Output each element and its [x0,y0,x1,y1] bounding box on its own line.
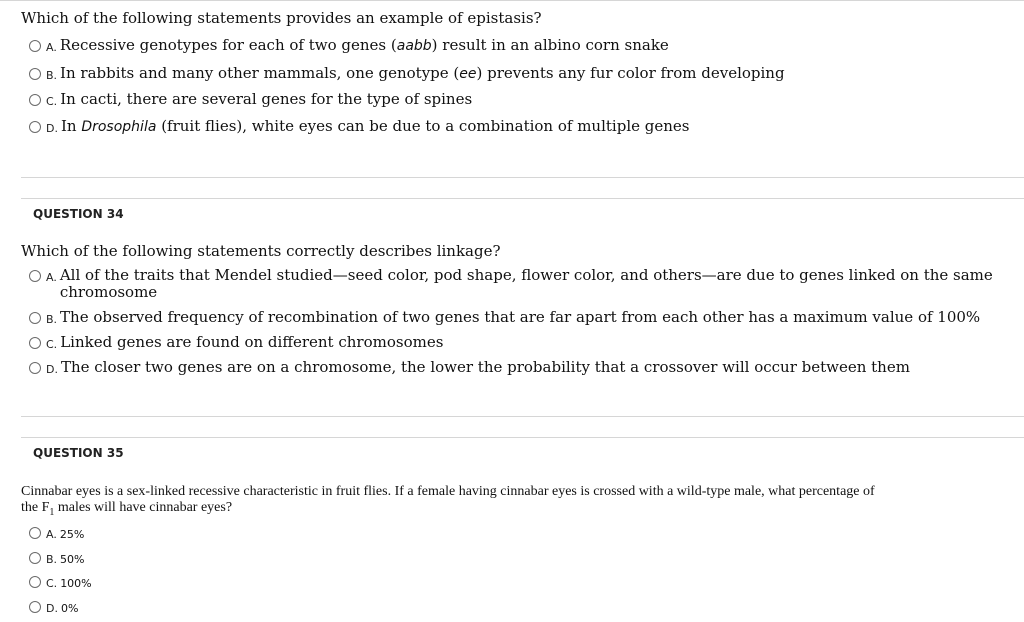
q34-option-d[interactable]: D. The closer two genes are on a chromosome, the lower the probability that a crossover will occur between them [29,359,910,378]
top-divider [0,0,1024,1]
radio-button[interactable] [29,40,41,52]
question-33-prompt: Which of the following statements provides an example of epistasis? [21,9,542,27]
radio-button[interactable] [29,362,41,374]
q34-option-a[interactable]: A. All of the traits that Mendel studied—seed color, pod shape, flower color, and others—are due to genes linked on the same chromosome [29,267,993,301]
q33-option-d[interactable]: D. In Drosophila (fruit flies), white eyes can be due to a combination of multiple genes [29,118,689,137]
q33-option-b[interactable]: B. In rabbits and many other mammals, one genotype (ee) prevents any fur color from developing [29,65,785,84]
radio-button[interactable] [29,312,41,324]
question-35-prompt: Cinnabar eyes is a sex-linked recessive characteristic in fruit flies. If a female having cinnabar eyes is crossed with a wild-type male, what percentage of the $F_1$ males will have cinnabar eyes? [21,484,875,518]
radio-button[interactable] [29,270,41,282]
q35-option-b[interactable]: B. 50% [29,549,85,568]
radio-button[interactable] [29,576,41,588]
q35-option-d[interactable]: D. 0% [29,598,78,617]
radio-button[interactable] [29,552,41,564]
section-divider [21,416,1024,438]
q35-option-a[interactable]: A. 25% [29,524,84,543]
question-34-heading: QUESTION 34 [33,207,124,221]
q34-option-b[interactable]: B. The observed frequency of recombination of two genes that are far apart from each other has a maximum value of 100% [29,309,980,328]
radio-button[interactable] [29,601,41,613]
q33-option-c[interactable]: C. In cacti, there are several genes for the type of spines [29,91,472,110]
q35-option-c[interactable]: C. 100% [29,573,92,592]
q34-option-c[interactable]: C. Linked genes are found on different chromosomes [29,334,443,353]
radio-button[interactable] [29,337,41,349]
radio-button[interactable] [29,527,41,539]
radio-button[interactable] [29,68,41,80]
q33-option-a[interactable]: A. Recessive genotypes for each of two genes (aabb) result in an albino corn snake [29,37,669,56]
question-35-heading: QUESTION 35 [33,446,124,460]
section-divider [21,177,1024,199]
question-34-prompt: Which of the following statements correctly describes linkage? [21,242,501,260]
radio-button[interactable] [29,121,41,133]
radio-button[interactable] [29,94,41,106]
